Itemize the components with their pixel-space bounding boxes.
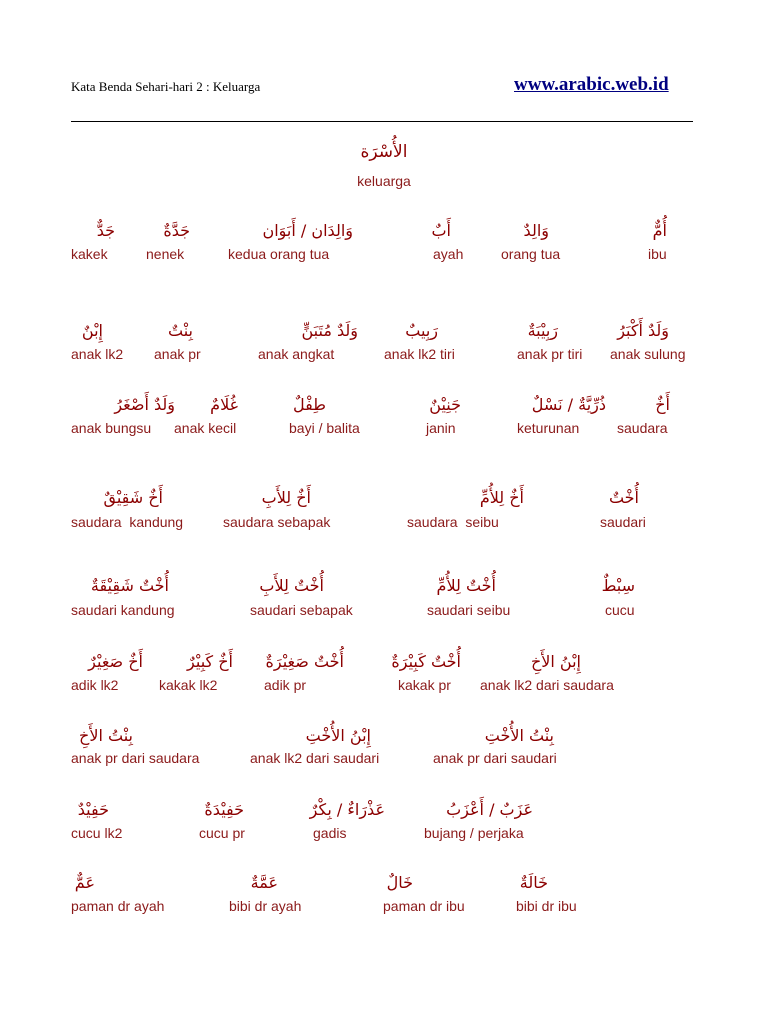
translation: bibi dr ayah xyxy=(229,898,302,914)
arabic-word: جَدَّةٌ xyxy=(163,221,190,240)
translation: kakek xyxy=(71,246,108,262)
translation: anak kecil xyxy=(174,420,237,436)
arabic-word: أَخٌ صَغِيْرٌ xyxy=(88,652,143,671)
arabic-word: أَخٌ xyxy=(655,395,670,414)
page-subject-heading: Kata Benda Sehari-hari 2 : Keluarga xyxy=(71,79,261,94)
arabic-word: وَلَدٌ أَكْبَرُ xyxy=(617,321,669,340)
arabic-word: إِبْنُ الأَخِ xyxy=(530,652,581,671)
arabic-word: أُخْتٌ xyxy=(608,488,639,507)
website-link[interactable]: www.arabic.web.id xyxy=(514,74,669,95)
arabic-word: أَخٌ لِلأُمِّ xyxy=(479,488,524,507)
translation: bayi / balita xyxy=(289,420,360,436)
translation: anak lk2 dari saudara xyxy=(480,677,614,693)
translation: anak angkat xyxy=(258,346,335,362)
translation: cucu xyxy=(605,602,635,618)
arabic-word: خَالَةٌ xyxy=(519,873,548,892)
translation: ayah xyxy=(433,246,464,262)
arabic-word: حَفِيْدَةٌ xyxy=(204,800,244,819)
translation: anak sulung xyxy=(610,346,686,362)
arabic-word: رَبِيْبَةٌ xyxy=(527,321,558,340)
arabic-word: جَدٌّ xyxy=(96,221,115,240)
arabic-word: أُخْتٌ شَقِيْقَةٌ xyxy=(90,576,169,595)
arabic-word: أُخْتٌ لِلأُمِّ xyxy=(436,576,496,595)
translation: anak pr dari saudara xyxy=(71,750,200,766)
translation: bujang / perjaka xyxy=(424,825,524,841)
arabic-word: خَالٌ xyxy=(386,873,413,892)
arabic-word: ذُرِّيَّةٌ / نَسْلٌ xyxy=(531,395,606,414)
arabic-word: أُخْتٌ كَبِيْرَةٌ xyxy=(391,652,461,671)
translation: adik pr xyxy=(264,677,307,693)
translation: saudara xyxy=(617,420,668,436)
translation: saudari sebapak xyxy=(250,602,353,618)
translation: saudara kandung xyxy=(71,514,184,530)
arabic-word: وَالِدٌ xyxy=(523,221,549,240)
translation: janin xyxy=(426,420,456,436)
arabic-word: وَالِدَان / أَبَوَان xyxy=(262,221,353,240)
arabic-word: وَلَدٌ أَصْغَرُ xyxy=(114,395,175,414)
arabic-word: بِنْتٌ xyxy=(168,321,193,340)
arabic-word: أُمٌّ xyxy=(652,221,667,240)
translation: saudara seibu xyxy=(407,514,499,530)
header-divider xyxy=(71,121,693,122)
translation: cucu lk2 xyxy=(71,825,123,841)
arabic-word: أُخْتٌ صَغِيْرَةٌ xyxy=(265,652,344,671)
arabic-word: بِنْتُ الأَخِ xyxy=(79,726,133,745)
arabic-word: رَبِيبٌ xyxy=(405,321,438,340)
arabic-word: غُلَامٌ xyxy=(210,395,238,414)
translation: saudara sebapak xyxy=(223,514,331,530)
translation: anak lk2 xyxy=(71,346,124,362)
translation: paman dr ayah xyxy=(71,898,165,914)
translation: nenek xyxy=(146,246,185,262)
arabic-word: عَمَّةٌ xyxy=(250,873,278,892)
translation: anak pr tiri xyxy=(517,346,583,362)
arabic-word: أَخٌ شَقِيْقٌ xyxy=(103,488,163,507)
translation: bibi dr ibu xyxy=(516,898,577,914)
arabic-word: أَخٌ لِلأَبِ xyxy=(261,488,311,507)
translation: kakak lk2 xyxy=(159,677,218,693)
arabic-word: طِفْلٌ xyxy=(293,395,326,414)
arabic-word: حَفِيْدٌ xyxy=(77,800,109,819)
arabic-word: إِبْنٌ xyxy=(81,321,103,340)
arabic-word: عَمٌّ xyxy=(74,873,95,892)
translation: keturunan xyxy=(517,420,580,436)
arabic-word: عَزَبٌ / أَعْزَبُ xyxy=(446,800,533,819)
arabic-word: إِبْنُ الأُخْتِ xyxy=(305,726,371,745)
translation: anak lk2 tiri xyxy=(384,346,455,362)
translation: saudari kandung xyxy=(71,602,175,618)
arabic-word: أُخْتٌ لِلأَبِ xyxy=(259,576,324,595)
translation: saudari xyxy=(600,514,646,530)
arabic-word: أَخٌ كَبِيْرٌ xyxy=(187,652,233,671)
translation: adik lk2 xyxy=(71,677,119,693)
translation: cucu pr xyxy=(199,825,245,841)
translation: anak bungsu xyxy=(71,420,152,436)
translation: anak lk2 dari saudari xyxy=(250,750,380,766)
section-title-arabic: الأُسْرَة xyxy=(360,142,408,162)
translation: anak pr xyxy=(154,346,201,362)
translation: anak pr dari saudari xyxy=(433,750,557,766)
arabic-word: عَذْرَاءٌ / بِكْرٌ xyxy=(309,800,385,819)
arabic-word: سِبْطٌ xyxy=(601,576,635,595)
translation: kakak pr xyxy=(398,677,451,693)
translation: kedua orang tua xyxy=(228,246,330,262)
translation: orang tua xyxy=(501,246,561,262)
translation: paman dr ibu xyxy=(383,898,465,914)
arabic-word: بِنْتُ الأُخْتِ xyxy=(484,726,554,745)
arabic-word: جَنِيْنٌ xyxy=(429,395,461,414)
arabic-word: وَلَدٌ مُتَبَنٍّ xyxy=(301,321,358,340)
section-title-indonesian: keluarga xyxy=(357,173,411,189)
arabic-word: أَبٌ xyxy=(431,221,451,240)
translation: ibu xyxy=(648,246,667,262)
translation: gadis xyxy=(313,825,347,841)
translation: saudari seibu xyxy=(427,602,511,618)
